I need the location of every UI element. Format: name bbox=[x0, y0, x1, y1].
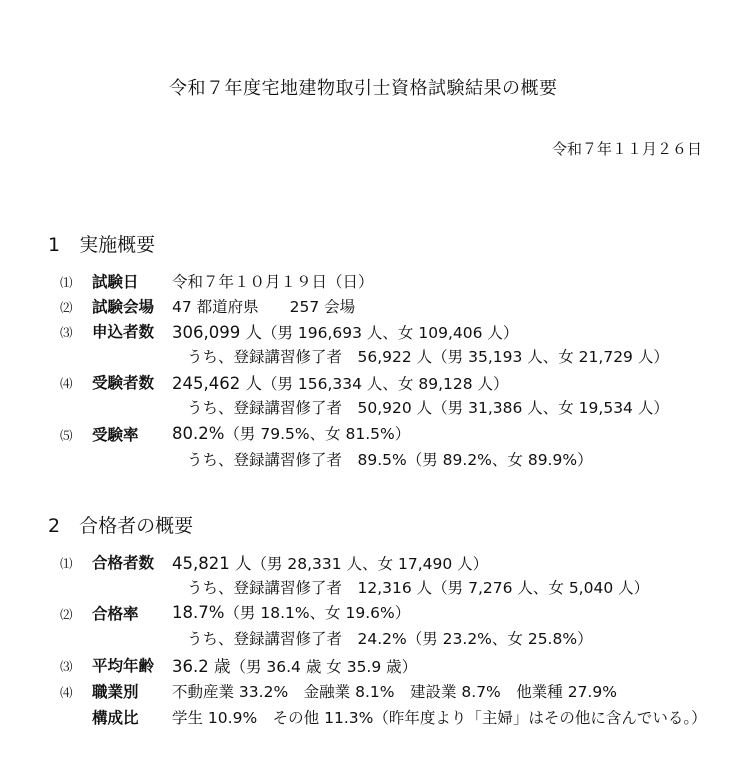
applicants-label: 申込者数 bbox=[92, 323, 155, 341]
item-index: ⑸ bbox=[60, 428, 73, 443]
pass-rate-value bbox=[172, 601, 410, 623]
exam-venue-label: 試験会場 bbox=[92, 298, 155, 316]
applicants-registered-course: うち、登録講習修了者 56,922 人（男 35,193 人、女 21,729 人） bbox=[187, 348, 669, 366]
examinees-value bbox=[172, 370, 509, 394]
passers-total: 45,821 人 bbox=[172, 554, 252, 573]
pass-rate-label: 合格率 bbox=[92, 605, 139, 623]
section-2-heading: 2 合格者の概要 bbox=[48, 515, 194, 537]
average-age-value bbox=[172, 653, 417, 677]
exam-rate-total: 80.2% bbox=[172, 424, 225, 443]
applicants-total: 306,099 人 bbox=[172, 323, 262, 342]
applicants-breakdown: （男 196,693 人、女 109,406 人） bbox=[261, 324, 519, 342]
exam-rate-breakdown: （男 79.5%、女 81.5%） bbox=[224, 425, 411, 443]
examinees-label: 受験者数 bbox=[92, 374, 155, 392]
item-index: ⑷ bbox=[60, 685, 73, 700]
exam-rate-label: 受験率 bbox=[92, 426, 139, 444]
occupation-label: 職業別 bbox=[92, 683, 139, 701]
average-age-label: 平均年齢 bbox=[92, 657, 155, 675]
item-index: ⑶ bbox=[60, 659, 73, 674]
item-index: ⑵ bbox=[60, 300, 73, 315]
item-index: ⑴ bbox=[60, 556, 73, 571]
average-age-total: 36.2 歳 bbox=[172, 657, 231, 676]
exam-venue-value: 47 都道府県 257 会場 bbox=[172, 298, 356, 316]
occupation-value: 不動産業 33.2% 金融業 8.1% 建設業 8.7% 他業種 27.9% bbox=[172, 683, 617, 701]
composition-label: 構成比 bbox=[92, 709, 139, 727]
examinees-breakdown: （男 156,334 人、女 89,128 人） bbox=[261, 375, 509, 393]
examinees-total: 245,462 人 bbox=[172, 374, 262, 393]
passers-registered-course: うち、登録講習修了者 12,316 人（男 7,276 人、女 5,040 人） bbox=[187, 579, 650, 597]
passers-value bbox=[172, 550, 488, 574]
composition-value: 学生 10.9% その他 11.3%（昨年度より「主婦」はその他に含んでいる。） bbox=[172, 709, 707, 727]
item-index: ⑶ bbox=[60, 325, 73, 340]
exam-date-value: 令和７年１０月１９日（日） bbox=[172, 273, 374, 291]
exam-rate-registered-course: うち、登録講習修了者 89.5%（男 89.2%、女 89.9%） bbox=[187, 451, 593, 469]
pass-rate-breakdown: （男 18.1%、女 19.6%） bbox=[224, 604, 411, 622]
section-1-heading: 1 実施概要 bbox=[48, 234, 156, 256]
pass-rate-registered-course: うち、登録講習修了者 24.2%（男 23.2%、女 25.8%） bbox=[187, 630, 593, 648]
exam-rate-value bbox=[172, 422, 410, 444]
exam-date-label: 試験日 bbox=[92, 273, 139, 291]
pass-rate-total: 18.7% bbox=[172, 603, 225, 622]
passers-breakdown: （男 28,331 人、女 17,490 人） bbox=[251, 555, 489, 573]
item-index: ⑷ bbox=[60, 376, 73, 391]
item-index: ⑴ bbox=[60, 275, 73, 290]
item-index: ⑵ bbox=[60, 607, 73, 622]
average-age-breakdown: （男 36.4 歳 女 35.9 歳） bbox=[230, 658, 418, 676]
document-date: 令和７年１１月２６日 bbox=[551, 140, 702, 158]
examinees-registered-course: うち、登録講習修了者 50,920 人（男 31,386 人、女 19,534 人） bbox=[187, 399, 669, 417]
applicants-value bbox=[172, 319, 518, 343]
passers-label: 合格者数 bbox=[92, 554, 155, 572]
page-title: 令和７年度宅地建物取引士資格試験結果の概要 bbox=[169, 78, 558, 99]
